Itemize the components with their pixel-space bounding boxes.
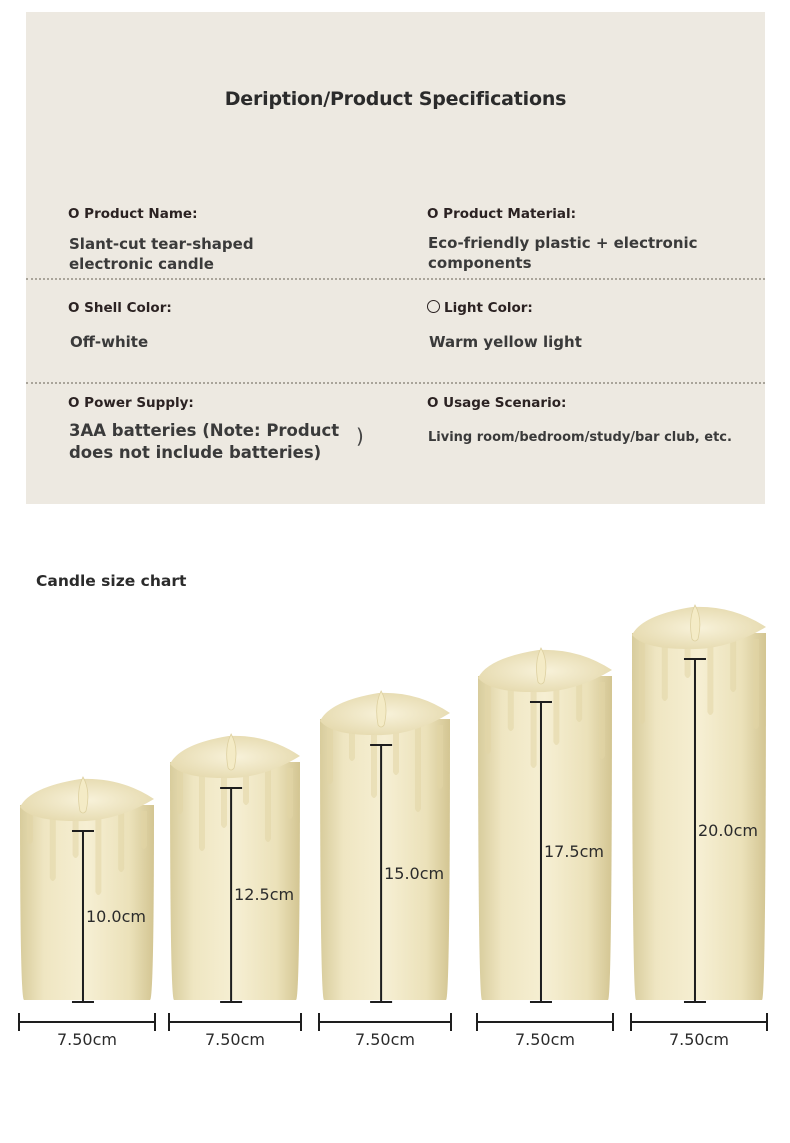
width-label: 7.50cm (514, 1030, 575, 1049)
wax-drip (265, 768, 271, 842)
wax-drip (662, 639, 668, 701)
wax-drip (50, 811, 56, 881)
candle (319, 691, 451, 1031)
wax-drip (599, 682, 605, 759)
specifications-panel (26, 12, 765, 504)
stray-parenthesis: ) (356, 424, 364, 448)
height-label: 17.5cm (543, 842, 604, 861)
wax-drip (576, 682, 582, 722)
height-label: 20.0cm (697, 820, 758, 840)
candle (477, 648, 613, 1031)
width-label: 7.50cm (668, 1030, 729, 1049)
wax-drip (437, 725, 443, 789)
row-divider (26, 278, 765, 280)
wax-drip (553, 682, 559, 745)
wax-drip (141, 811, 147, 849)
wax-drip (730, 639, 736, 692)
wax-drip (27, 811, 33, 844)
light-color-label: Light Color: (444, 300, 533, 316)
product-name-label: O Product Name: (68, 206, 198, 222)
width-label: 7.50cm (354, 1030, 415, 1049)
product-name-value: Slant-cut tear-shaped electronic candle (69, 235, 254, 273)
usage-scenario-label: O Usage Scenario: (427, 395, 567, 411)
wax-drip (415, 725, 421, 812)
wax-drip (199, 768, 205, 851)
height-label: 10.0cm (85, 906, 146, 926)
wax-drip (707, 639, 713, 715)
candle (19, 777, 155, 1031)
size-chart-title: Candle size chart (36, 572, 187, 590)
candle-body (478, 676, 612, 1000)
wax-drip (287, 768, 293, 819)
wax-drip (485, 682, 491, 754)
candle-body (20, 805, 154, 1000)
shell-color-value: Off-white (70, 333, 149, 351)
candle-body (632, 633, 766, 1000)
wax-drip (118, 811, 124, 872)
candle-body (170, 762, 300, 1000)
width-label: 7.50cm (56, 1030, 117, 1049)
height-label: 15.0cm (384, 863, 445, 883)
wax-drip (371, 725, 377, 798)
power-supply-label: O Power Supply: (68, 395, 194, 411)
specifications-title: Deription/Product Specifications (224, 88, 567, 110)
shell-color-label: O Shell Color: (68, 300, 172, 316)
wax-drip (531, 682, 537, 768)
candle (169, 734, 301, 1031)
wax-drip (639, 639, 645, 724)
candle-size-chart (0, 600, 790, 1143)
wax-drip (327, 725, 333, 784)
usage-scenario-value: Living room/bedroom/study/bar club, etc. (428, 430, 732, 445)
candle (631, 605, 767, 1031)
light-color-value: Warm yellow light (429, 333, 582, 351)
light-color-label-wrap (427, 300, 533, 316)
width-label: 7.50cm (204, 1030, 265, 1049)
height-label: 12.5cm (234, 885, 295, 904)
wax-drip (95, 811, 101, 895)
row-divider (26, 382, 765, 384)
power-supply-value: 3AA batteries (Note: Product does not include batteries) (69, 421, 340, 462)
wax-drip (177, 768, 183, 814)
product-material-value: Eco-friendly plastic + electronic components (428, 234, 698, 272)
circle-bullet-icon (427, 300, 440, 313)
wax-drip (753, 639, 759, 729)
product-material-label: O Product Material: (427, 206, 577, 222)
candle-body (320, 719, 450, 1000)
